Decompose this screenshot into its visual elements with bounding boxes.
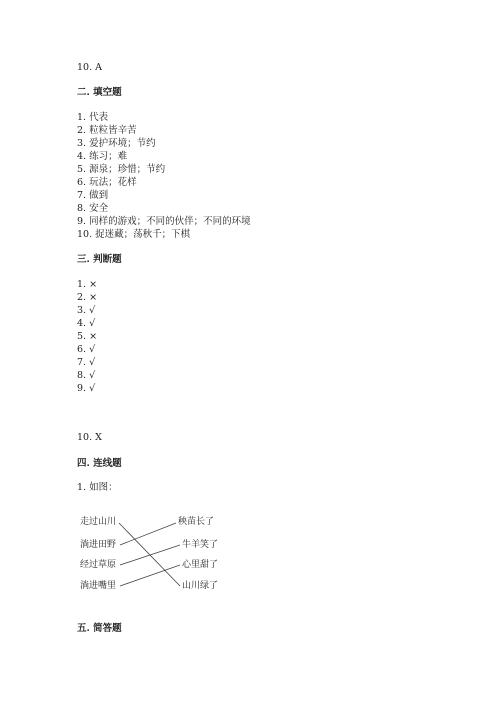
matching-prompt: 1. 如图： xyxy=(77,482,118,493)
match-line-3-2 xyxy=(120,565,180,586)
list-item: 3. 爱护环境；节约 xyxy=(77,138,156,149)
list-item: 5. 源泉；珍惜；节约 xyxy=(77,164,166,175)
match-left-2: 经过草原 xyxy=(80,560,117,570)
section-heading-short-answer: 五. 简答题 xyxy=(77,623,122,634)
section-heading-fill-in: 二. 填空题 xyxy=(77,87,122,98)
list-item: 1. × xyxy=(77,279,98,290)
list-item: 6. √ xyxy=(77,344,96,355)
list-item: 9. 同样的游戏；不同的伙伴；不同的环境 xyxy=(77,216,251,227)
match-right-0: 秧苗长了 xyxy=(178,517,215,527)
list-item: 4. 练习；难 xyxy=(77,151,128,162)
list-item: 3. √ xyxy=(77,305,96,316)
match-right-2: 心里甜了 xyxy=(182,560,219,570)
match-left-1: 淌进田野 xyxy=(80,540,117,550)
list-item: 8. √ xyxy=(77,370,96,381)
match-left-0: 走过山川 xyxy=(80,517,117,527)
answer-10: 10. A xyxy=(77,62,102,73)
list-item: 8. 安全 xyxy=(77,203,109,214)
list-item: 10. X xyxy=(77,432,102,443)
match-right-3: 山川绿了 xyxy=(182,581,219,591)
section-heading-true-false: 三. 判断题 xyxy=(77,254,122,265)
list-item: 10. 捉迷藏；荡秋千；下棋 xyxy=(77,229,191,240)
list-item: 9. √ xyxy=(77,383,96,394)
list-item: 2. × xyxy=(77,292,98,303)
section-heading-matching: 四. 连线题 xyxy=(77,458,122,469)
match-line-0-3 xyxy=(119,523,180,586)
list-item: 4. √ xyxy=(77,318,96,329)
match-left-3: 淌进嘴里 xyxy=(80,581,117,591)
list-item: 5. × xyxy=(77,331,98,342)
list-item: 7. √ xyxy=(77,357,96,368)
list-item: 6. 玩法；花样 xyxy=(77,177,137,188)
list-item: 2. 粒粒皆辛苦 xyxy=(77,125,137,136)
match-line-2-1 xyxy=(120,545,180,565)
list-item: 7. 做到 xyxy=(77,190,109,201)
list-item: 1. 代表 xyxy=(77,112,109,123)
match-line-1-0 xyxy=(120,523,176,545)
match-right-1: 牛羊笑了 xyxy=(182,540,219,550)
